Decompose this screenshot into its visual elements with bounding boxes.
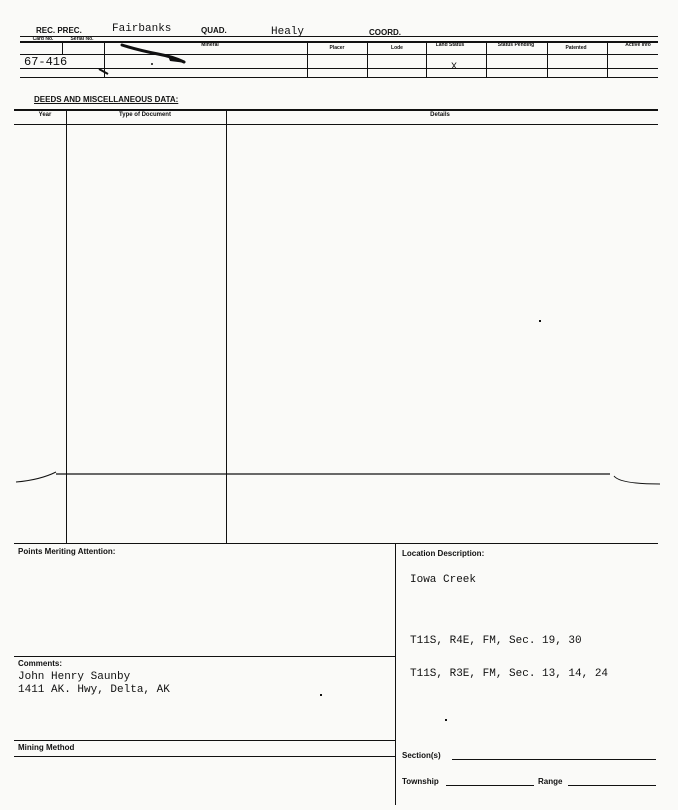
claim-div-8: [607, 41, 608, 77]
claim-mid-rule: [20, 68, 658, 69]
col-mineral: Mineral: [201, 42, 219, 48]
quad-label: QUAD.: [201, 26, 227, 35]
claim-table-top: [20, 41, 658, 43]
col-card-no: Card No.: [32, 36, 54, 42]
claim-div-5: [426, 41, 427, 77]
speck: [320, 694, 322, 696]
land-status-value[interactable]: X: [451, 62, 458, 73]
mining-method-label: Mining Method: [18, 743, 75, 752]
comments-line-2[interactable]: 1411 AK. Hwy, Delta, AK: [18, 684, 170, 696]
points-label: Points Meriting Attention:: [18, 547, 116, 556]
location-label: Location Description:: [402, 549, 485, 558]
claim-bottom-rule: [20, 77, 658, 78]
rec-prec-value[interactable]: Fairbanks: [112, 23, 172, 35]
lower-center-divider: [395, 543, 396, 805]
location-line-2[interactable]: T11S, R3E, FM, Sec. 13, 14, 24: [410, 668, 609, 680]
mining-top-rule: [14, 740, 395, 741]
pen-tick: [98, 66, 110, 76]
speck: [539, 320, 541, 322]
range-field[interactable]: [568, 785, 656, 786]
deeds-col-year: Year: [38, 112, 52, 118]
card-no-value[interactable]: 67-416: [24, 55, 68, 69]
lower-top-rule: [14, 543, 658, 544]
mining-bottom-rule: [14, 756, 395, 757]
col-patented: Patented: [565, 45, 587, 51]
col-status-pending: Status Pending: [497, 42, 535, 48]
coord-label: COORD.: [369, 28, 401, 37]
col-serial-no: Serial No.: [70, 36, 94, 42]
location-line-1[interactable]: T11S, R4E, FM, Sec. 19, 30: [410, 635, 582, 647]
deeds-top-rule: [14, 109, 658, 111]
claim-div-6: [486, 41, 487, 77]
township-label: Township: [402, 777, 439, 786]
sections-label: Section(s): [402, 751, 441, 760]
range-label: Range: [538, 777, 563, 786]
col-lode: Lode: [391, 45, 403, 51]
deeds-header-rule: [14, 124, 658, 125]
deeds-col-type: Type of Document: [119, 112, 171, 118]
quad-value[interactable]: Healy: [271, 26, 305, 38]
col-placer: Placer: [329, 45, 345, 51]
rec-prec-label: REC. PREC.: [36, 26, 82, 35]
fold-line: [10, 466, 670, 490]
claim-div-4: [367, 41, 368, 77]
points-area[interactable]: [20, 560, 390, 652]
col-active-info: Active Info: [625, 42, 651, 48]
township-field[interactable]: [446, 785, 534, 786]
col-land-status: Land Status: [435, 42, 465, 48]
pen-mark: [118, 42, 190, 68]
claim-div-3: [307, 41, 308, 77]
comments-line-1[interactable]: John Henry Saunby: [18, 671, 131, 683]
speck: [445, 719, 447, 721]
header-rule: [20, 36, 658, 37]
comments-top-rule: [14, 656, 395, 657]
comments-label: Comments:: [18, 659, 63, 668]
deeds-col-details: Details: [430, 112, 450, 118]
claim-div-7: [547, 41, 548, 77]
sections-field[interactable]: [452, 759, 656, 760]
location-place[interactable]: Iowa Creek: [410, 574, 477, 586]
claim-div-1: [62, 41, 63, 55]
deeds-title: DEEDS AND MISCELLANEOUS DATA:: [34, 95, 179, 104]
claim-header-rule: [20, 54, 658, 55]
